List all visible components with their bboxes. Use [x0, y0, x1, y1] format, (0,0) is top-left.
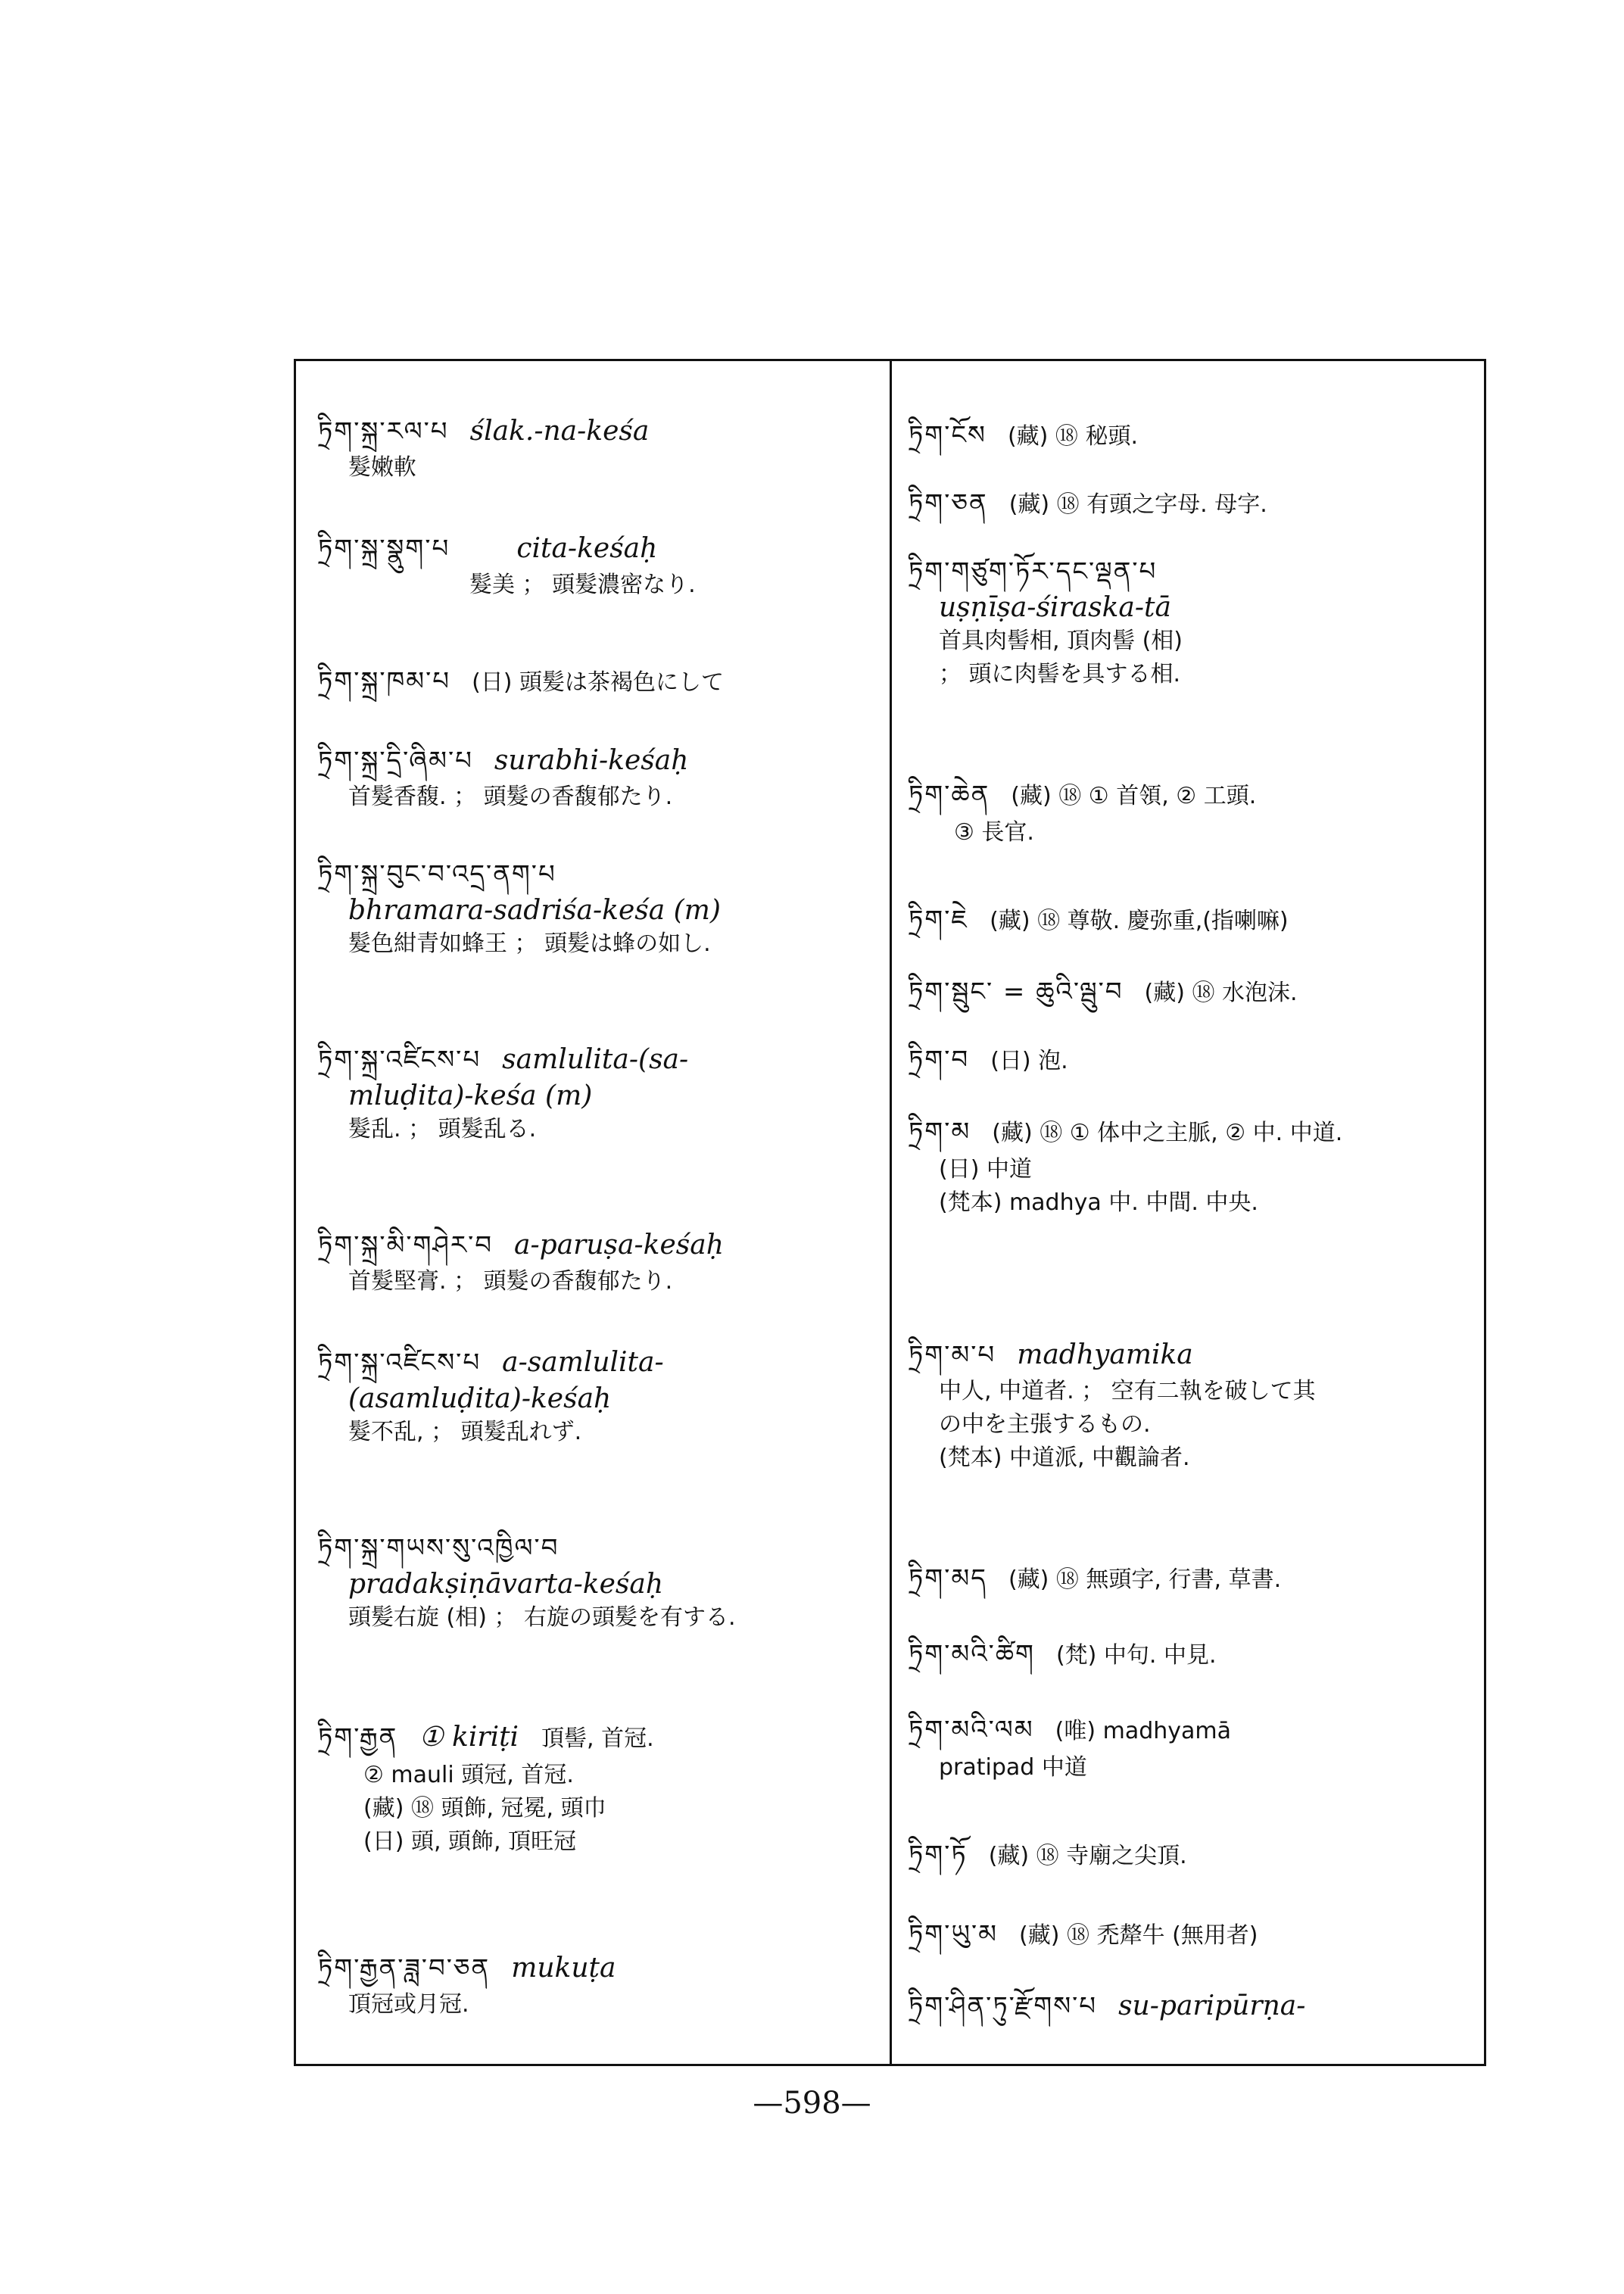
sanskrit-term: ① kiriṭi	[419, 1722, 519, 1753]
entry	[909, 1915, 1480, 1956]
sanskrit-term: pradakṣiṇāvarta-keśaḥ	[348, 1569, 664, 1600]
tibetan-term: ཏྲིག་རྒྱན་ཟླ་བ་ཅན	[318, 1953, 491, 1984]
column-divider	[890, 359, 892, 2066]
gloss-line: 中人, 中道者. ； 空有二執を破して其	[939, 1378, 1316, 1404]
gloss-line: (唯) madhyamā	[1055, 1718, 1232, 1744]
sanskrit-term: mukuṭa	[511, 1953, 616, 1984]
gloss-line: 首具肉髻相, 頂肉髻 (相)	[939, 628, 1183, 654]
tibetan-term: ཏྲིག་མད	[909, 1563, 987, 1594]
entry	[909, 900, 1480, 941]
sanskrit-term: su-paripūrṇa-	[1118, 1990, 1306, 2021]
tibetan-term: ཏྲིག་སྐྲ་མི་གཤེར་བ	[318, 1230, 494, 1261]
page-number: —598—	[753, 2086, 871, 2121]
tibetan-term: ཏྲིག་སྐྲ་རལ་པ	[318, 416, 449, 447]
sanskrit-term: a-samlulita-	[502, 1347, 664, 1378]
entry	[318, 1343, 878, 1449]
tibetan-term: ཏྲིག་གཙུག་ཏོར་དང་ལྡན་པ	[909, 556, 1158, 587]
gloss-line: pratipad 中道	[939, 1754, 1087, 1781]
entry	[909, 1710, 1480, 1784]
gloss-line: (藏) ⑱ 水泡沫.	[1144, 980, 1298, 1006]
tibetan-term: ཏྲིག་ཡུ་མ	[909, 1919, 999, 1950]
gloss-line: 頂冠或月冠.	[348, 1991, 469, 2018]
gloss-line: 髮美 ； 頭髮濃密なり.	[469, 572, 696, 598]
tibetan-term: ཏྲིག་ཆེན	[909, 780, 990, 810]
entry	[318, 1949, 878, 2021]
entry	[909, 416, 1480, 457]
entry	[318, 529, 878, 602]
tibetan-term: ཏྲིག་སྦུང་ = ཆུའི་ལྦུ་བ	[909, 977, 1124, 1007]
entry	[909, 1336, 1480, 1475]
entry	[318, 1040, 878, 1146]
gloss-line: 髮色紺青如蜂王 ； 頭髪は蜂の如し.	[348, 930, 711, 957]
sanskrit-term: mluḍita)-keśa (m)	[348, 1080, 593, 1111]
gloss-line: (藏) ⑱ 無頭字, 行書, 草書.	[1008, 1566, 1282, 1593]
entry	[909, 1559, 1480, 1600]
tibetan-term: ཏྲིག་ཅན	[909, 488, 988, 519]
gloss-line: (日) 頭髪は茶褐色にして	[472, 669, 725, 696]
entry	[318, 412, 878, 485]
tibetan-term: ཏྲིག་མ	[909, 1117, 971, 1147]
sanskrit-term: madhyamika	[1017, 1339, 1193, 1370]
sanskrit-term: ślak.-na-keśa	[469, 416, 650, 447]
entry	[318, 855, 878, 961]
gloss-line: 首髮香馥. ； 頭髮の香馥郁たり.	[348, 784, 673, 810]
tibetan-term: ཏྲིག་སྐྲ་སྣུག་པ	[318, 534, 450, 564]
entry	[909, 972, 1480, 1013]
gloss-line: 頂髻, 首冠.	[541, 1725, 654, 1752]
gloss-line: (日) 中道	[939, 1156, 1032, 1183]
gloss-line: 髮嫩軟	[348, 454, 416, 481]
gloss-line: (藏) ⑱ 秘頭.	[1007, 423, 1138, 450]
tibetan-term: ཏྲིག་མའི་ལམ	[909, 1715, 1034, 1745]
tibetan-term: ཏྲིག་ཇེ	[909, 905, 969, 935]
gloss-line: (日) 頭, 頭飾, 頂旺冠	[363, 1828, 577, 1855]
tibetan-term: ཏྲིག་སྐྲ་བུང་བ་འདྲ་ནག་པ	[318, 859, 556, 890]
gloss-line: (藏) ⑱ 禿犛牛 (無用者)	[1019, 1922, 1258, 1949]
tibetan-term: ཏྲིག་སྐྲ་ཁམ་པ	[318, 666, 451, 697]
entry	[909, 1835, 1480, 1876]
tibetan-term: ཏྲིག་ངོས	[909, 420, 987, 450]
gloss-line: (日) 泡.	[990, 1048, 1068, 1074]
gloss-line: 髮不乱, ； 頭髮乱れず.	[348, 1419, 582, 1445]
tibetan-term: ཏྲིག་མ་པ	[909, 1340, 996, 1370]
tibetan-term: ཏྲིག་ཏོ	[909, 1840, 968, 1870]
gloss-line: (藏) ⑱ ① 体中之主脈, ② 中. 中道.	[992, 1120, 1343, 1146]
entry	[318, 1718, 878, 1859]
sanskrit-term: (asamluḍita)-keśaḥ	[348, 1383, 612, 1414]
gloss-line: (梵本) 中道派, 中觀論者.	[939, 1445, 1190, 1471]
gloss-line: ③ 長官.	[954, 819, 1034, 846]
gloss-line: (藏) ⑱ 寺廟之尖頂.	[988, 1843, 1187, 1869]
entry	[909, 1987, 1480, 2026]
gloss-line: (藏) ⑱ 頭飾, 冠冕, 頭巾	[363, 1795, 606, 1822]
entry	[909, 552, 1480, 691]
entry	[909, 484, 1480, 525]
tibetan-term: ཏྲིག་བ	[909, 1045, 970, 1075]
sanskrit-term: a-paruṣa-keśaḥ	[514, 1230, 724, 1261]
tibetan-term: ཏྲིག་སྐྲ་འཛིངས་པ	[318, 1348, 482, 1378]
entry	[909, 1040, 1480, 1081]
sanskrit-term: cita-keśaḥ	[516, 533, 658, 564]
entry	[318, 662, 878, 703]
entry	[318, 741, 878, 814]
sanskrit-term: samlulita-(sa-	[502, 1044, 689, 1075]
tibetan-term: ཏྲིག་སྐྲ་གཡས་སུ་འཁྱིལ་བ	[318, 1533, 560, 1563]
tibetan-term: ཏྲིག་རྒྱན	[318, 1722, 398, 1753]
sanskrit-term: surabhi-keśaḥ	[494, 745, 689, 776]
gloss-line: ； 頭に肉髻を具する相.	[939, 661, 1181, 687]
gloss-line: 髮乱. ； 頭髮乱る.	[348, 1116, 537, 1142]
tibetan-term: ཏྲིག་སྐྲ་དྲི་ཞིམ་པ	[318, 746, 473, 776]
gloss-line: (梵本) madhya 中. 中間. 中央.	[939, 1189, 1258, 1216]
entry	[909, 775, 1480, 849]
gloss-line: ② mauli 頭冠, 首冠.	[363, 1762, 574, 1788]
entry	[318, 1226, 878, 1298]
gloss-line: 首髮堅膏. ； 頭髮の香馥郁たり.	[348, 1268, 673, 1295]
entry	[909, 1635, 1480, 1675]
gloss-line: の中を主張するもの.	[939, 1411, 1151, 1438]
tibetan-term: ཏྲིག་ཤིན་ཏུ་རྫོགས་པ	[909, 1991, 1098, 2021]
gloss-line: (梵) 中句. 中見.	[1055, 1642, 1217, 1669]
gloss-line: 頭髪右旋 (相) ； 右旋の頭髪を有する.	[348, 1604, 736, 1631]
sanskrit-term: uṣṇīṣa-śiraska-tā	[939, 592, 1171, 623]
entry	[318, 1529, 878, 1635]
gloss-line: (藏) ⑱ 尊敬. 慶弥重,(指喇嘛)	[990, 908, 1289, 934]
tibetan-term: ཏྲིག་སྐྲ་འཛིངས་པ	[318, 1045, 482, 1075]
sanskrit-term: bhramara-sadriśa-keśa (m)	[348, 895, 721, 926]
gloss-line: (藏) ⑱ 有頭之字母. 母字.	[1008, 491, 1267, 518]
entry	[909, 1112, 1480, 1220]
gloss-line: (藏) ⑱ ① 首領, ② 工頭.	[1011, 783, 1257, 809]
tibetan-term: ཏྲིག་མའི་ཚིག	[909, 1639, 1035, 1669]
